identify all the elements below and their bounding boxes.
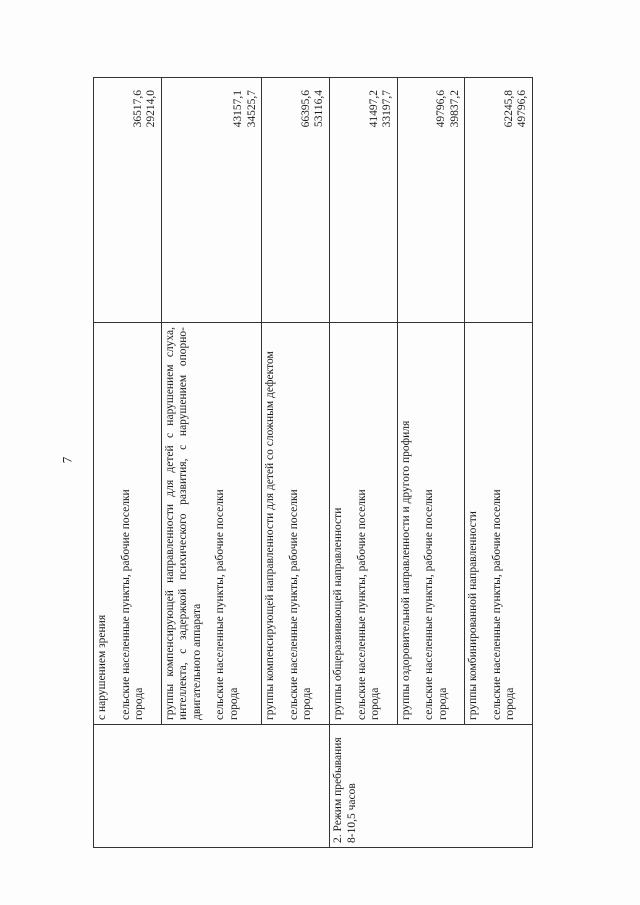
- value-cell: [397, 78, 465, 323]
- category-header: группы комбинированной направленности: [467, 511, 480, 720]
- category-header: группы общеразвивающей направленности: [331, 507, 344, 720]
- value-city: 29214,0: [145, 90, 158, 128]
- category-cell: [262, 323, 330, 725]
- category-line-rural: сельские населенные пункты, рабочие поселки: [490, 489, 503, 720]
- category-cell: [94, 323, 162, 725]
- category-line-rural: сельские населенные пункты, рабочие поселки: [214, 489, 227, 720]
- value-rural: 41497,2: [367, 90, 380, 128]
- value-city: 34525,7: [245, 90, 258, 128]
- category-line-city: города: [133, 687, 146, 720]
- value-cell: [94, 78, 162, 323]
- category-header: группы компенсирующей направленности для детей с нарушением слуха, интеллекта, с задержкой психического развития, с нарушением опорно-двигательного аппарата: [163, 327, 203, 720]
- category-header: с нарушением зрения: [96, 614, 108, 720]
- value-cell: [161, 78, 262, 323]
- page-number: 7: [59, 456, 75, 464]
- category-line-city: города: [369, 687, 382, 720]
- category-cell: [161, 323, 262, 725]
- value-city: 39837,2: [448, 90, 461, 128]
- value-city: 49796,6: [516, 90, 529, 128]
- rotated-table-container: [93, 78, 533, 848]
- tariff-table: [93, 77, 533, 848]
- category-cell: [329, 323, 397, 725]
- category-line-city: города: [301, 687, 314, 720]
- value-rural: 43157,1: [232, 90, 245, 128]
- mode-cell: [94, 725, 330, 848]
- category-line-rural: сельские населенные пункты, рабочие поселки: [355, 489, 368, 720]
- value-city: 53116,4: [313, 90, 326, 127]
- value-cell: [262, 78, 330, 323]
- category-header: группы компенсирующей направленности для детей со сложным дефектом: [264, 351, 277, 720]
- mode-cell: 2. Режим пребывания 8-10,5 часов: [329, 725, 532, 848]
- category-cell: [465, 323, 533, 725]
- table-row: [329, 78, 397, 848]
- category-cell: [397, 323, 465, 725]
- category-line-rural: сельские населенные пункты, рабочие поселки: [423, 489, 436, 720]
- category-header: группы оздоровительной направленности и другого профиля: [399, 420, 412, 720]
- value-rural: 36517,6: [131, 90, 144, 128]
- value-cell: [465, 78, 533, 323]
- value-rural: 66395,6: [299, 90, 312, 128]
- category-line-rural: сельские населенные пункты, рабочие поселки: [287, 489, 300, 720]
- category-line-rural: сельские населенные пункты, рабочие поселки: [119, 489, 132, 720]
- value-rural: 49796,6: [435, 90, 448, 128]
- value-rural: 62245,8: [502, 90, 515, 128]
- table-row: [94, 78, 162, 848]
- category-line-city: города: [436, 687, 449, 720]
- category-line-city: города: [227, 687, 240, 720]
- category-line-city: города: [504, 687, 517, 720]
- value-city: 33197,7: [381, 90, 394, 128]
- value-cell: [329, 78, 397, 323]
